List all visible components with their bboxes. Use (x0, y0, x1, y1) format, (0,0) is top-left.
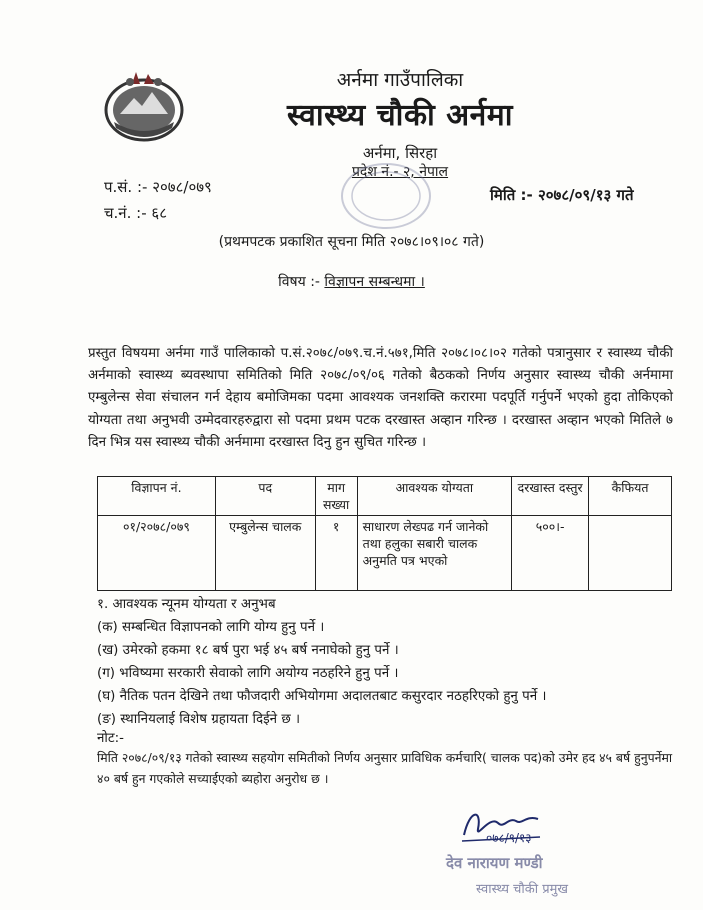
faint-stamp-icon (338, 160, 434, 232)
reference-ps: प.सं. :- २०७८/०७९ (104, 178, 212, 196)
body-paragraph: प्रस्तुत विषयमा अर्नमा गाउँ पालिकाको प.सं.२०७८/०७९.च.नं.५७१,मिति २०७८।०८।०२ गतेको पत्रानुसार र स्वास्थ्य चौकी अर्नमाको स्वास्थ्य ब्यवस्थापा समितिको मिति २०७८/०९/०६ गतेको बैठकको निर्णय अनुसार स्वास्थ्य चौकी अर्नमामा एम्बुलेन्स सेवा संचालन गर्न देहाय बमोजिमका पदमा आवश्यक जनशक्ति करारमा पदपूर्ति गर्नुपर्ने भएको हुदा तोकिएको योग्यता तथा अनुभवी उम्मेदवारहरुद्वारा सो पदमा प्रथम पटक दरखास्त अव्हान गरिन्छ । दरखास्त अव्हान भएको मितिले ७ दिन भित्र यस स्वास्थ्य चौकी अर्नमामा दरखास्त दिनु हुन सुचित गरिन्छ । (88, 346, 673, 450)
table-header: माग सख्या (315, 477, 357, 516)
municipality-name: अर्नमा गाउँपालिका (336, 69, 464, 91)
requirements-list (97, 593, 687, 731)
table-cell: एम्बुलेन्स चालक (215, 516, 315, 591)
subject-label: विषय :- (278, 274, 325, 290)
table-row (98, 516, 672, 591)
table-cell: ०१/२०७८/०७९ (98, 516, 216, 591)
office-title: स्वास्थ्य चौकी अर्नमा (287, 98, 513, 133)
stamp-role: स्वास्थ्य चौकी प्रमुख (476, 882, 569, 897)
table-cell: साधारण लेख्पढ गर्न जानेको तथा हलुका सबारी चालक अनुमति पत्र भएको (357, 516, 512, 591)
reference-cn: च.नं. :- ६८ (104, 204, 167, 222)
nepal-emblem-icon (96, 62, 192, 146)
list-item: (ख) उमेरको हकमा १८ बर्ष पुरा भई ४५ बर्ष ननाघेको हुनु पर्ने । (97, 643, 399, 658)
table-cell (589, 516, 672, 591)
table-header: पद (215, 477, 315, 516)
table-cell: ५००।- (512, 516, 589, 591)
vacancy-table (97, 476, 672, 591)
list-item: (ङ) स्थानियलाई विशेष ग्रहायता दिईने छ । (97, 712, 301, 727)
signature-block (446, 805, 636, 905)
list-item: (घ) नैतिक पतन देखिने तथा फौजदारी अभियोगमा अदालतबाट कसुरदार नठहरिएको हुनु पर्ने । (97, 689, 547, 704)
table-header: विज्ञापन नं. (98, 477, 216, 516)
signature-date: ०७८/९/१३ (486, 831, 532, 845)
table-header: आवश्यक योग्यता (357, 477, 512, 516)
first-notice-line: (प्रथमपटक प्रकाशित सूचना मिति २०७८।०९।०८ गते) (218, 234, 485, 250)
table-header-row (98, 477, 672, 516)
requirements-heading: १. आवश्यक न्यूनम योग्यता र अनुभब (97, 597, 276, 612)
subject-title: विज्ञापन सम्बन्धमा । (324, 274, 425, 290)
subject-line (0, 272, 703, 291)
table-header: दरखास्त दस्तुर (512, 477, 589, 516)
office-province: प्रदेश नं.- २, नेपाल (351, 164, 449, 180)
list-item: (क) सम्बन्धित विज्ञापनको लागि योग्य हुनु पर्ने । (97, 620, 325, 635)
table-header: कैफियत (589, 477, 672, 516)
office-address: अर्नमा, सिरहा (362, 144, 438, 162)
note-heading: नोट:- (97, 731, 124, 746)
table-cell: १ (315, 516, 357, 591)
letter-date: मिति :- २०७८/०९/१३ गते (490, 186, 634, 204)
note-body: मिति २०७८/०९/१३ गतेको स्वास्थ्य सहयोग समितीको निर्णय अनुसार प्राविधिक कर्मचारि( चालक पद)को उमेर हद ४५ बर्ष हुनुपर्नेमा ४० बर्ष हुन गएकोले सच्याईएको ब्यहोरा अनुरोध छ । (97, 750, 673, 786)
stamp-name: देव नारायण मण्डी (446, 854, 543, 872)
list-item: (ग) भविष्यमा सरकारी सेवाको लागि अयोग्य नठहरिने हुनु पर्ने । (97, 666, 399, 681)
